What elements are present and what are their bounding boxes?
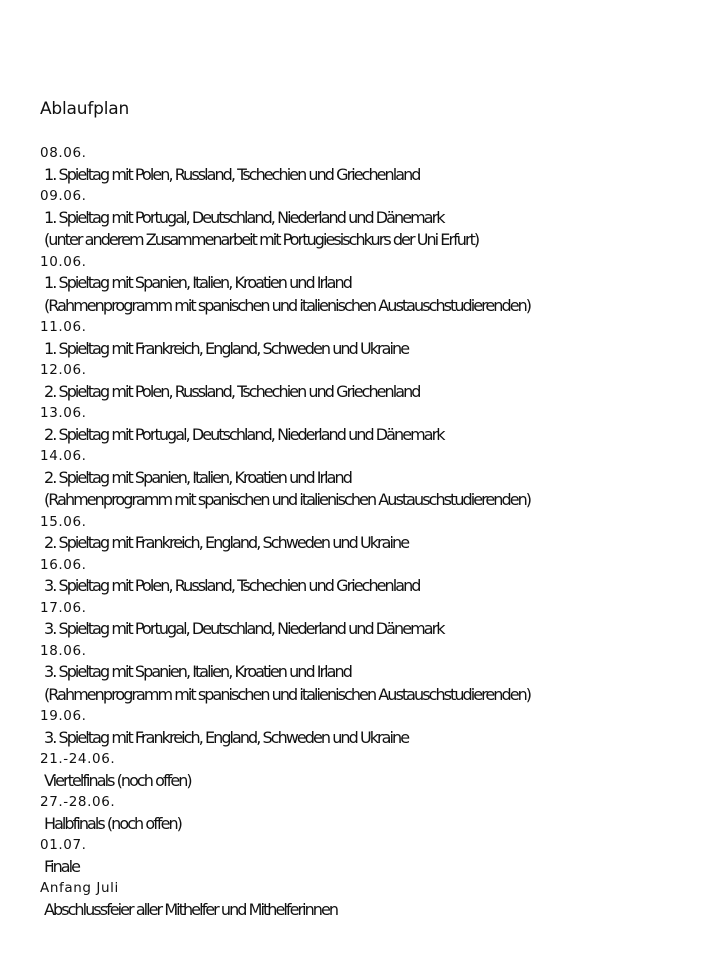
schedule-description: 2. Spieltag mit Portugal, Deutschland, Niederland und Dänemark xyxy=(44,424,444,444)
schedule-description: 2. Spieltag mit Polen, Russland, Tschechien und Griechenland xyxy=(44,381,420,401)
schedule-date: 17.06. xyxy=(40,599,87,616)
schedule-entry xyxy=(40,317,710,360)
schedule-description: Abschlussfeier aller Mithelfer und Mithelferinnen xyxy=(44,899,338,919)
schedule-description: Finale xyxy=(44,856,80,876)
schedule-entry xyxy=(40,555,710,598)
schedule-date: 13.06. xyxy=(40,405,87,421)
schedule-list xyxy=(40,143,710,921)
schedule-description: Halbfinals (noch offen) xyxy=(44,813,181,833)
schedule-date: 10.06. xyxy=(40,253,87,270)
schedule-description: (Rahmenprogramm mit spanischen und italienischen Austauschstudierenden) xyxy=(44,295,531,315)
schedule-entry xyxy=(40,792,710,835)
schedule-description: 1. Spieltag mit Frankreich, England, Schweden und Ukraine xyxy=(44,338,409,358)
schedule-entry xyxy=(40,706,710,749)
document-title: Ablaufplan xyxy=(40,99,130,119)
schedule-entry xyxy=(40,835,710,878)
schedule-entry xyxy=(40,512,710,555)
schedule-date: 19.06. xyxy=(40,708,87,724)
schedule-description: 2. Spieltag mit Spanien, Italien, Kroatien und Irland xyxy=(44,467,351,487)
schedule-description: 3. Spieltag mit Frankreich, England, Schweden und Ukraine xyxy=(44,727,409,747)
schedule-description: 1. Spieltag mit Portugal, Deutschland, Niederland und Dänemark xyxy=(44,207,444,227)
schedule-entry xyxy=(40,446,710,512)
schedule-entry xyxy=(40,403,710,446)
schedule-date: 09.06. xyxy=(40,188,87,204)
schedule-description: (unter anderem Zusammenarbeit mit Portugiesischkurs der Uni Erfurt) xyxy=(44,230,479,249)
schedule-date: 11.06. xyxy=(40,319,87,335)
schedule-description: 2. Spieltag mit Frankreich, England, Schweden und Ukraine xyxy=(44,533,409,552)
schedule-entry xyxy=(40,360,710,403)
schedule-entry xyxy=(40,878,710,921)
schedule-description: (Rahmenprogramm mit spanischen und italienischen Austauschstudierenden) xyxy=(44,684,531,704)
schedule-entry xyxy=(40,749,710,792)
schedule-date: 21.-24.06. xyxy=(40,751,116,767)
schedule-entry xyxy=(40,598,710,641)
schedule-date: 27.-28.06. xyxy=(40,794,116,810)
schedule-date: 08.06. xyxy=(40,145,87,161)
schedule-date: 18.06. xyxy=(40,642,87,659)
schedule-date: 16.06. xyxy=(40,556,87,573)
schedule-date: 15.06. xyxy=(40,513,87,530)
schedule-description: 3. Spieltag mit Portugal, Deutschland, Niederland und Dänemark xyxy=(44,619,444,638)
title-spacer xyxy=(40,120,710,143)
schedule-entry xyxy=(40,641,710,707)
schedule-date: Anfang Juli xyxy=(40,880,119,896)
schedule-date: 12.06. xyxy=(40,362,87,378)
schedule-description: Viertelfinals (noch offen) xyxy=(44,770,191,790)
schedule-description: (Rahmenprogramm mit spanischen und italienischen Austauschstudierenden) xyxy=(44,490,531,509)
schedule-date: 01.07. xyxy=(40,837,87,853)
schedule-entry xyxy=(40,186,710,252)
schedule-description: 1. Spieltag mit Polen, Russland, Tschechien und Griechenland xyxy=(44,164,420,184)
schedule-description: 3. Spieltag mit Polen, Russland, Tschechien und Griechenland xyxy=(44,576,420,595)
schedule-entry xyxy=(40,143,710,186)
schedule-description: 3. Spieltag mit Spanien, Italien, Kroatien und Irland xyxy=(44,662,351,681)
schedule-date: 14.06. xyxy=(40,448,87,464)
document-body xyxy=(40,98,710,921)
schedule-entry xyxy=(40,252,710,318)
schedule-description: 1. Spieltag mit Spanien, Italien, Kroatien und Irland xyxy=(44,273,351,292)
